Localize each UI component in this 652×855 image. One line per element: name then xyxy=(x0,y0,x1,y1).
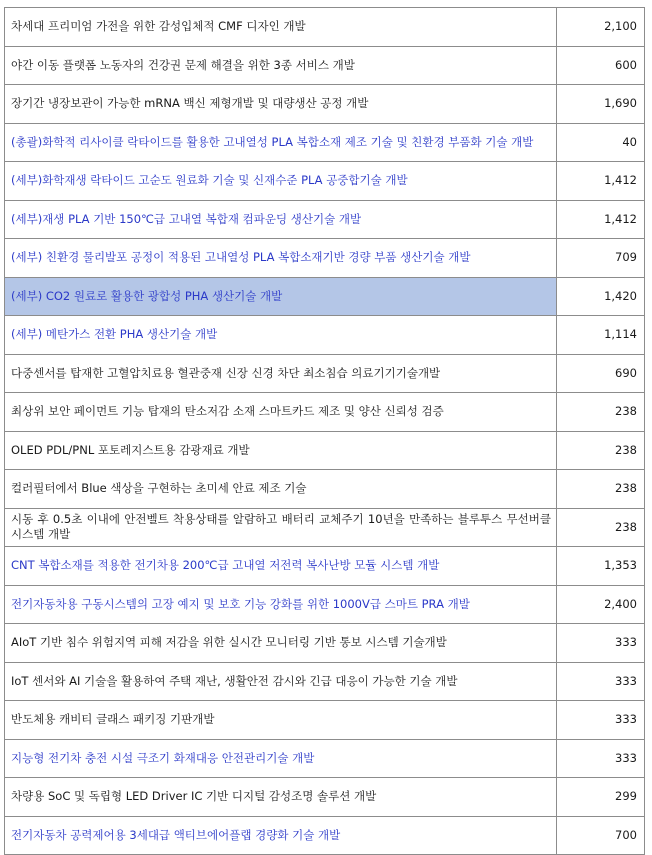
project-title-cell[interactable]: 컬러필터에서 Blue 색상을 구현하는 초미세 안료 제조 기술 xyxy=(5,470,557,509)
project-title-cell[interactable]: 시동 후 0.5초 이내에 안전벨트 착용상태를 알람하고 배터리 교체주기 10년을 만족하는 블루투스 무선버클 시스템 개발 xyxy=(5,508,557,547)
project-title-cell[interactable]: IoT 센서와 AI 기술을 활용하여 주택 재난, 생활안전 감시와 긴급 대응이 가능한 기술 개발 xyxy=(5,662,557,701)
project-title-cell[interactable]: (세부)재생 PLA 기반 150℃급 고내열 복합재 컴파운딩 생산기술 개발 xyxy=(5,200,557,239)
table-row[interactable] xyxy=(5,585,645,624)
amount-cell[interactable]: 238 xyxy=(557,431,645,470)
table-row[interactable] xyxy=(5,85,645,124)
project-title-cell[interactable]: 전기자동차용 구동시스템의 고장 예지 및 보호 기능 강화를 위한 1000V급 스마트 PRA 개발 xyxy=(5,585,557,624)
amount-cell[interactable]: 709 xyxy=(557,239,645,278)
table-row[interactable] xyxy=(5,393,645,432)
project-budget-table xyxy=(4,7,645,855)
amount-cell[interactable]: 2,100 xyxy=(557,8,645,47)
amount-cell[interactable]: 333 xyxy=(557,662,645,701)
project-title-cell[interactable]: (세부)화학재생 락타이드 고순도 원료화 기술 및 신재수준 PLA 공중합기술 개발 xyxy=(5,162,557,201)
table-row[interactable] xyxy=(5,547,645,586)
amount-cell[interactable]: 40 xyxy=(557,123,645,162)
table-row-selected[interactable] xyxy=(5,277,645,316)
table-row[interactable] xyxy=(5,816,645,855)
project-title-cell[interactable]: 장기간 냉장보관이 가능한 mRNA 백신 제형개발 및 대량생산 공정 개발 xyxy=(5,85,557,124)
project-title-cell[interactable]: AIoT 기반 침수 위험지역 피해 저감을 위한 실시간 모니터링 기반 통보 시스템 기술개발 xyxy=(5,624,557,663)
table-row[interactable] xyxy=(5,701,645,740)
project-title-cell[interactable]: 다중센서를 탑재한 고혈압치료용 혈관중재 신장 신경 차단 최소침습 의료기기기술개발 xyxy=(5,354,557,393)
amount-cell[interactable]: 600 xyxy=(557,46,645,85)
amount-cell[interactable]: 299 xyxy=(557,778,645,817)
table-row[interactable] xyxy=(5,123,645,162)
table-row[interactable] xyxy=(5,46,645,85)
amount-cell[interactable]: 1,114 xyxy=(557,316,645,355)
table-row[interactable] xyxy=(5,470,645,509)
project-title-cell[interactable]: 야간 이동 플랫폼 노동자의 건강권 문제 해결을 위한 3종 서비스 개발 xyxy=(5,46,557,85)
project-title-cell[interactable]: (세부) 친환경 물리발포 공정이 적용된 고내열성 PLA 복합소재기반 경량 부품 생산기술 개발 xyxy=(5,239,557,278)
project-title-cell[interactable]: 차량용 SoC 및 독립형 LED Driver IC 기반 디지털 감성조명 솔루션 개발 xyxy=(5,778,557,817)
amount-cell[interactable]: 1,412 xyxy=(557,200,645,239)
amount-cell[interactable]: 238 xyxy=(557,470,645,509)
project-title-cell[interactable]: (총괄)화학적 리사이클 락타이드를 활용한 고내열성 PLA 복합소재 제조 기술 및 친환경 부품화 기술 개발 xyxy=(5,123,557,162)
table-row[interactable] xyxy=(5,662,645,701)
project-title-cell[interactable]: 반도체용 캐비티 글래스 패키징 기판개발 xyxy=(5,701,557,740)
table-row[interactable] xyxy=(5,162,645,201)
amount-cell[interactable]: 333 xyxy=(557,624,645,663)
table-body xyxy=(5,8,645,855)
amount-cell[interactable]: 1,690 xyxy=(557,85,645,124)
project-title-cell[interactable]: 전기자동차 공력제어용 3세대급 액티브에어플랩 경량화 기술 개발 xyxy=(5,816,557,855)
project-title-cell[interactable]: OLED PDL/PNL 포토레지스트용 감광재료 개발 xyxy=(5,431,557,470)
table-row[interactable] xyxy=(5,739,645,778)
table-row[interactable] xyxy=(5,354,645,393)
amount-cell[interactable]: 690 xyxy=(557,354,645,393)
project-title-cell[interactable]: 최상위 보안 페이먼트 기능 탑재의 탄소저감 소재 스마트카드 제조 및 양산 신뢰성 검증 xyxy=(5,393,557,432)
table-row[interactable] xyxy=(5,200,645,239)
amount-cell[interactable]: 1,353 xyxy=(557,547,645,586)
table-row[interactable] xyxy=(5,431,645,470)
amount-cell[interactable]: 333 xyxy=(557,701,645,740)
project-title-cell[interactable]: CNT 복합소재를 적용한 전기차용 200℃급 고내열 저전력 복사난방 모듈 시스템 개발 xyxy=(5,547,557,586)
project-title-cell[interactable]: 차세대 프리미엄 가전을 위한 감성입체적 CMF 디자인 개발 xyxy=(5,8,557,47)
amount-cell[interactable]: 700 xyxy=(557,816,645,855)
table-row[interactable] xyxy=(5,508,645,547)
amount-cell[interactable]: 238 xyxy=(557,508,645,547)
project-title-cell[interactable]: (세부) 메탄가스 전환 PHA 생산기술 개발 xyxy=(5,316,557,355)
amount-cell[interactable]: 333 xyxy=(557,739,645,778)
amount-cell[interactable]: 1,420 xyxy=(557,277,645,316)
project-title-cell[interactable]: 지능형 전기차 충전 시설 극조기 화재대응 안전관리기술 개발 xyxy=(5,739,557,778)
table-row[interactable] xyxy=(5,624,645,663)
project-title-cell[interactable]: (세부) CO2 원료로 활용한 광합성 PHA 생산기술 개발 xyxy=(5,277,557,316)
amount-cell[interactable]: 2,400 xyxy=(557,585,645,624)
amount-cell[interactable]: 238 xyxy=(557,393,645,432)
amount-cell[interactable]: 1,412 xyxy=(557,162,645,201)
table-row[interactable] xyxy=(5,316,645,355)
table-row[interactable] xyxy=(5,778,645,817)
table-row[interactable] xyxy=(5,239,645,278)
table-row[interactable] xyxy=(5,8,645,47)
